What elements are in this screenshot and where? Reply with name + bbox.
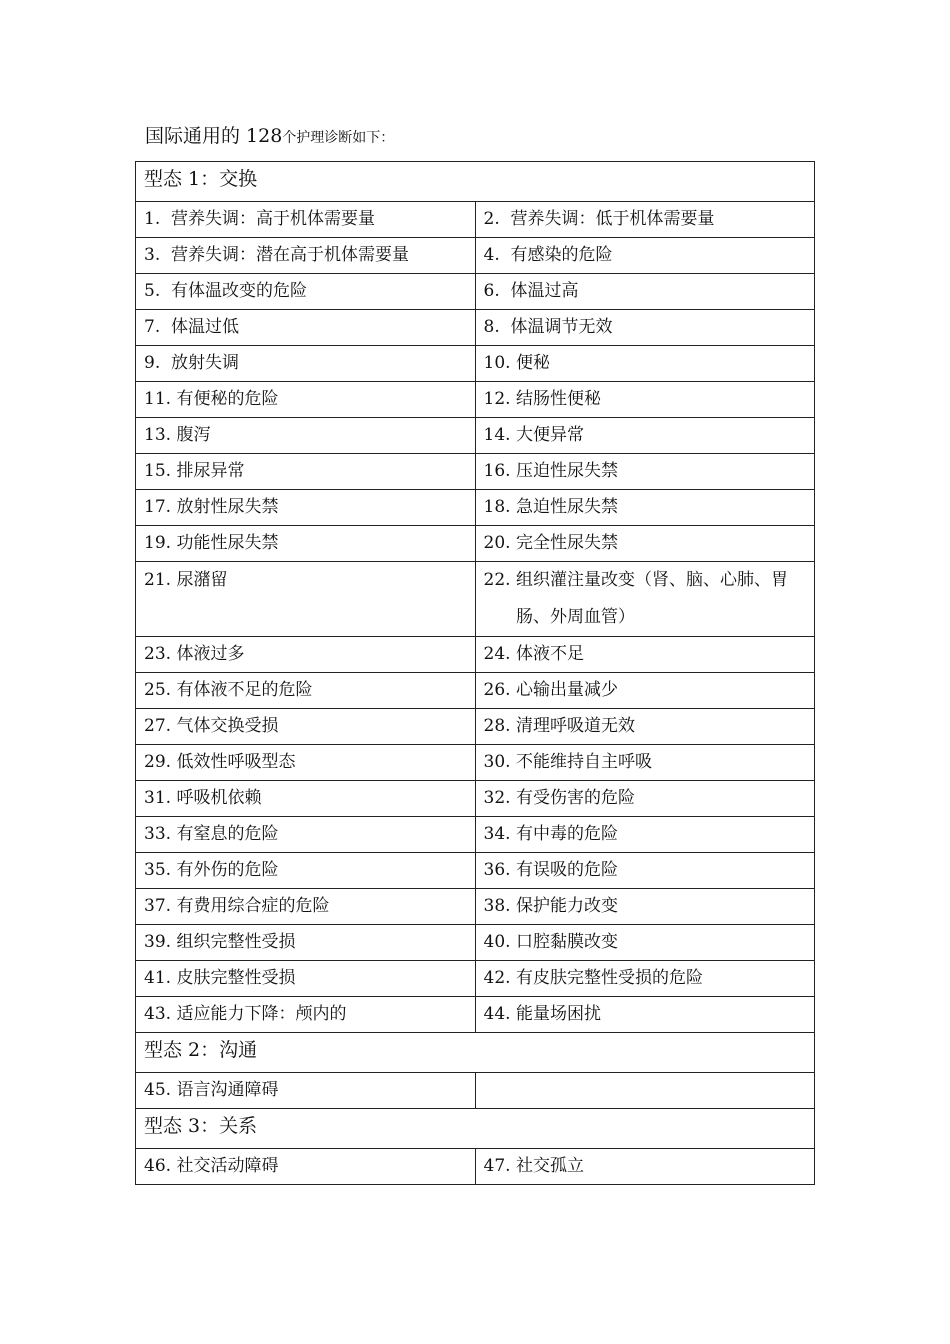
diagnosis-text: 完全性尿失禁 <box>515 533 618 553</box>
diagnosis-number: 19. <box>144 533 177 553</box>
diagnosis-text: 有感染的危险 <box>510 245 613 265</box>
diagnosis-item <box>484 382 807 417</box>
diagnosis-cell <box>475 637 815 673</box>
diagnosis-cell <box>475 889 815 925</box>
table-row <box>136 418 815 454</box>
diagnosis-cell <box>136 346 476 382</box>
diagnosis-number: 22. <box>483 570 516 590</box>
diagnosis-number: 13. <box>144 425 177 445</box>
diagnosis-cell <box>136 889 476 925</box>
diagnosis-number: 24. <box>483 644 516 664</box>
diagnosis-text: 组织灌注量改变（肾、脑、心肺、胃肠、外周血管） <box>515 570 788 627</box>
diagnosis-item <box>484 925 807 960</box>
table-row <box>136 526 815 562</box>
diagnosis-item <box>144 961 467 996</box>
diagnosis-item <box>144 418 467 453</box>
diagnosis-text: 有受伤害的危险 <box>515 788 635 808</box>
section-heading-row <box>136 1033 815 1073</box>
diagnosis-cell <box>475 709 815 745</box>
diagnosis-cell <box>475 961 815 997</box>
diagnosis-cell <box>475 418 815 454</box>
diagnosis-number: 11. <box>144 389 177 409</box>
diagnosis-cell <box>136 418 476 454</box>
diagnosis-cell <box>475 925 815 961</box>
diagnosis-item <box>144 673 467 708</box>
diagnosis-text: 有体液不足的危险 <box>176 680 313 700</box>
section-heading: 型态 1：交换 <box>136 162 815 202</box>
diagnosis-number: 8. <box>483 317 511 337</box>
diagnosis-cell <box>475 817 815 853</box>
diagnosis-item <box>484 781 807 816</box>
diagnosis-cell <box>136 310 476 346</box>
diagnosis-text: 营养失调：潜在高于机体需要量 <box>171 245 410 265</box>
table-row <box>136 310 815 346</box>
diagnosis-number: 39. <box>144 932 177 952</box>
table-row <box>136 673 815 709</box>
table-row <box>136 490 815 526</box>
diagnosis-number: 14. <box>483 425 516 445</box>
diagnosis-text: 体液过多 <box>176 644 245 664</box>
diagnosis-cell <box>136 925 476 961</box>
title-suffix: 个护理诊断如下： <box>282 130 395 146</box>
diagnosis-cell <box>475 526 815 562</box>
diagnosis-item <box>484 997 807 1032</box>
diagnosis-number: 7. <box>144 317 172 337</box>
table-row <box>136 781 815 817</box>
table-row <box>136 853 815 889</box>
diagnosis-item <box>484 709 807 744</box>
diagnosis-cell <box>475 673 815 709</box>
diagnosis-number: 26. <box>483 680 516 700</box>
diagnosis-cell <box>136 562 476 637</box>
table-row <box>136 889 815 925</box>
diagnosis-text: 组织完整性受损 <box>176 932 296 952</box>
diagnosis-number: 33. <box>144 824 177 844</box>
diagnosis-item <box>484 745 807 780</box>
diagnosis-item <box>144 274 467 309</box>
table-row <box>136 238 815 274</box>
diagnosis-text: 放射性尿失禁 <box>176 497 279 517</box>
diagnosis-cell <box>136 490 476 526</box>
table-row <box>136 961 815 997</box>
diagnosis-number: 2. <box>483 209 511 229</box>
table-row <box>136 1073 815 1109</box>
diagnosis-item <box>144 889 467 924</box>
diagnosis-item <box>144 238 467 273</box>
diagnosis-item <box>144 745 467 780</box>
diagnosis-number: 12. <box>483 389 516 409</box>
diagnosis-number: 40. <box>483 932 516 952</box>
diagnosis-cell <box>475 238 815 274</box>
diagnosis-item <box>144 637 467 672</box>
diagnosis-text: 有外伤的危险 <box>176 860 279 880</box>
diagnosis-text: 有中毒的危险 <box>515 824 618 844</box>
diagnosis-cell <box>475 454 815 490</box>
diagnosis-number: 6. <box>483 281 511 301</box>
section-heading: 型态 3：关系 <box>136 1109 815 1149</box>
diagnosis-number: 16. <box>483 461 516 481</box>
diagnosis-cell <box>136 853 476 889</box>
diagnosis-number: 3. <box>144 245 172 265</box>
diagnosis-text: 不能维持自主呼吸 <box>515 752 652 772</box>
diagnosis-text: 适应能力下降：颅内的 <box>176 1004 347 1024</box>
diagnosis-text: 腹泻 <box>176 425 211 445</box>
diagnosis-number: 21. <box>144 570 177 590</box>
diagnosis-item <box>484 454 807 489</box>
diagnosis-number: 17. <box>144 497 177 517</box>
diagnosis-item <box>484 889 807 924</box>
diagnosis-text: 尿潴留 <box>176 570 228 590</box>
diagnosis-cell <box>475 382 815 418</box>
diagnosis-cell <box>475 853 815 889</box>
diagnosis-number: 35. <box>144 860 177 880</box>
table-row <box>136 637 815 673</box>
diagnosis-cell <box>136 1149 476 1185</box>
diagnosis-cell <box>136 637 476 673</box>
section-heading-row <box>136 162 815 202</box>
diagnosis-number: 32. <box>483 788 516 808</box>
diagnosis-number: 25. <box>144 680 177 700</box>
diagnosis-item <box>144 925 467 960</box>
diagnosis-item <box>144 490 467 525</box>
diagnosis-item <box>144 817 467 852</box>
diagnosis-cell <box>136 1073 476 1109</box>
diagnosis-number: 42. <box>483 968 516 988</box>
table-row <box>136 274 815 310</box>
diagnosis-item <box>484 853 807 888</box>
diagnosis-text: 能量场困扰 <box>515 1004 601 1024</box>
table-row <box>136 346 815 382</box>
diagnosis-item <box>484 961 807 996</box>
diagnosis-item <box>484 274 807 309</box>
diagnosis-cell <box>136 709 476 745</box>
table-row <box>136 562 815 637</box>
diagnosis-item <box>484 490 807 525</box>
diagnosis-text: 语言沟通障碍 <box>176 1080 279 1100</box>
diagnosis-cell <box>475 202 815 238</box>
diagnosis-item <box>484 238 807 273</box>
diagnosis-number: 18. <box>483 497 516 517</box>
diagnosis-cell <box>136 961 476 997</box>
diagnosis-text: 保护能力改变 <box>515 896 618 916</box>
table-row <box>136 1149 815 1185</box>
diagnosis-item <box>144 1149 467 1184</box>
diagnosis-item <box>144 310 467 345</box>
diagnosis-table <box>135 161 815 1185</box>
diagnosis-number: 29. <box>144 752 177 772</box>
diagnosis-item <box>144 346 467 381</box>
diagnosis-text: 有皮肤完整性受损的危险 <box>515 968 703 988</box>
diagnosis-text: 排尿异常 <box>176 461 245 481</box>
diagnosis-text: 社交活动障碍 <box>176 1156 279 1176</box>
diagnosis-item <box>484 562 807 636</box>
diagnosis-text: 呼吸机依赖 <box>176 788 262 808</box>
diagnosis-text: 体温过低 <box>171 317 240 337</box>
diagnosis-cell <box>475 490 815 526</box>
diagnosis-text: 有费用综合症的危险 <box>176 896 330 916</box>
diagnosis-item <box>484 418 807 453</box>
diagnosis-number: 41. <box>144 968 177 988</box>
diagnosis-item <box>144 709 467 744</box>
diagnosis-item <box>484 346 807 381</box>
table-row <box>136 997 815 1033</box>
table-row <box>136 817 815 853</box>
diagnosis-text: 有窒息的危险 <box>176 824 279 844</box>
diagnosis-text: 清理呼吸道无效 <box>515 716 635 736</box>
diagnosis-item <box>484 1149 807 1184</box>
diagnosis-cell <box>136 526 476 562</box>
table-row <box>136 382 815 418</box>
diagnosis-text: 心输出量减少 <box>515 680 618 700</box>
diagnosis-cell <box>475 274 815 310</box>
diagnosis-cell <box>136 202 476 238</box>
diagnosis-item <box>484 202 807 237</box>
diagnosis-number: 47. <box>483 1156 516 1176</box>
diagnosis-cell <box>475 310 815 346</box>
section-heading: 型态 2：沟通 <box>136 1033 815 1073</box>
section-heading-row <box>136 1109 815 1149</box>
diagnosis-number: 4. <box>483 245 511 265</box>
diagnosis-number: 37. <box>144 896 177 916</box>
diagnosis-number: 10. <box>483 353 516 373</box>
diagnosis-item <box>484 817 807 852</box>
diagnosis-text: 营养失调：高于机体需要量 <box>171 209 376 229</box>
diagnosis-text: 急迫性尿失禁 <box>515 497 618 517</box>
diagnosis-text: 结肠性便秘 <box>515 389 601 409</box>
diagnosis-number: 44. <box>483 1004 516 1024</box>
diagnosis-text: 体温过高 <box>510 281 579 301</box>
diagnosis-cell <box>136 781 476 817</box>
table-row <box>136 454 815 490</box>
diagnosis-item <box>144 562 467 599</box>
diagnosis-item <box>144 853 467 888</box>
diagnosis-number: 46. <box>144 1156 177 1176</box>
diagnosis-cell <box>136 454 476 490</box>
diagnosis-cell <box>475 346 815 382</box>
diagnosis-item <box>144 382 467 417</box>
diagnosis-number: 31. <box>144 788 177 808</box>
diagnosis-number: 30. <box>483 752 516 772</box>
diagnosis-cell <box>475 1073 815 1109</box>
diagnosis-item <box>484 310 807 345</box>
diagnosis-number: 34. <box>483 824 516 844</box>
diagnosis-text: 营养失调：低于机体需要量 <box>510 209 715 229</box>
diagnosis-item <box>144 454 467 489</box>
diagnosis-cell <box>136 238 476 274</box>
diagnosis-text: 放射失调 <box>171 353 240 373</box>
diagnosis-item <box>144 1073 467 1108</box>
diagnosis-number: 1. <box>144 209 172 229</box>
diagnosis-text: 体液不足 <box>515 644 584 664</box>
diagnosis-number: 38. <box>483 896 516 916</box>
diagnosis-item <box>484 637 807 672</box>
table-row <box>136 709 815 745</box>
diagnosis-cell <box>475 781 815 817</box>
diagnosis-cell <box>475 1149 815 1185</box>
diagnosis-text: 社交孤立 <box>515 1156 584 1176</box>
diagnosis-text: 有体温改变的危险 <box>171 281 308 301</box>
diagnosis-cell <box>475 745 815 781</box>
diagnosis-text: 大便异常 <box>515 425 584 445</box>
diagnosis-item <box>144 526 467 561</box>
diagnosis-number: 43. <box>144 1004 177 1024</box>
diagnosis-text: 低效性呼吸型态 <box>176 752 296 772</box>
document-title <box>145 122 394 152</box>
diagnosis-cell <box>136 274 476 310</box>
table-row <box>136 202 815 238</box>
diagnosis-cell <box>136 817 476 853</box>
diagnosis-number: 5. <box>144 281 172 301</box>
diagnosis-text: 有误吸的危险 <box>515 860 618 880</box>
diagnosis-item <box>484 673 807 708</box>
diagnosis-cell <box>136 745 476 781</box>
diagnosis-number: 23. <box>144 644 177 664</box>
diagnosis-number: 9. <box>144 353 172 373</box>
diagnosis-text: 便秘 <box>515 353 550 373</box>
diagnosis-cell <box>136 997 476 1033</box>
diagnosis-item <box>144 202 467 237</box>
diagnosis-item <box>144 997 467 1032</box>
diagnosis-text: 压迫性尿失禁 <box>515 461 618 481</box>
diagnosis-cell <box>475 997 815 1033</box>
title-main: 国际通用的 128 <box>145 125 283 147</box>
diagnosis-item <box>144 781 467 816</box>
diagnosis-number: 27. <box>144 716 177 736</box>
diagnosis-text: 有便秘的危险 <box>176 389 279 409</box>
table-row <box>136 745 815 781</box>
diagnosis-number: 45. <box>144 1080 177 1100</box>
diagnosis-cell <box>475 562 815 637</box>
diagnosis-number: 28. <box>483 716 516 736</box>
diagnosis-text: 体温调节无效 <box>510 317 613 337</box>
diagnosis-number: 15. <box>144 461 177 481</box>
table-row <box>136 925 815 961</box>
diagnosis-text: 功能性尿失禁 <box>176 533 279 553</box>
diagnosis-number: 20. <box>483 533 516 553</box>
diagnosis-item <box>484 526 807 561</box>
diagnosis-text: 皮肤完整性受损 <box>176 968 296 988</box>
diagnosis-cell <box>136 673 476 709</box>
diagnosis-text: 口腔黏膜改变 <box>515 932 618 952</box>
diagnosis-cell <box>136 382 476 418</box>
diagnosis-number: 36. <box>483 860 516 880</box>
diagnosis-text: 气体交换受损 <box>176 716 279 736</box>
